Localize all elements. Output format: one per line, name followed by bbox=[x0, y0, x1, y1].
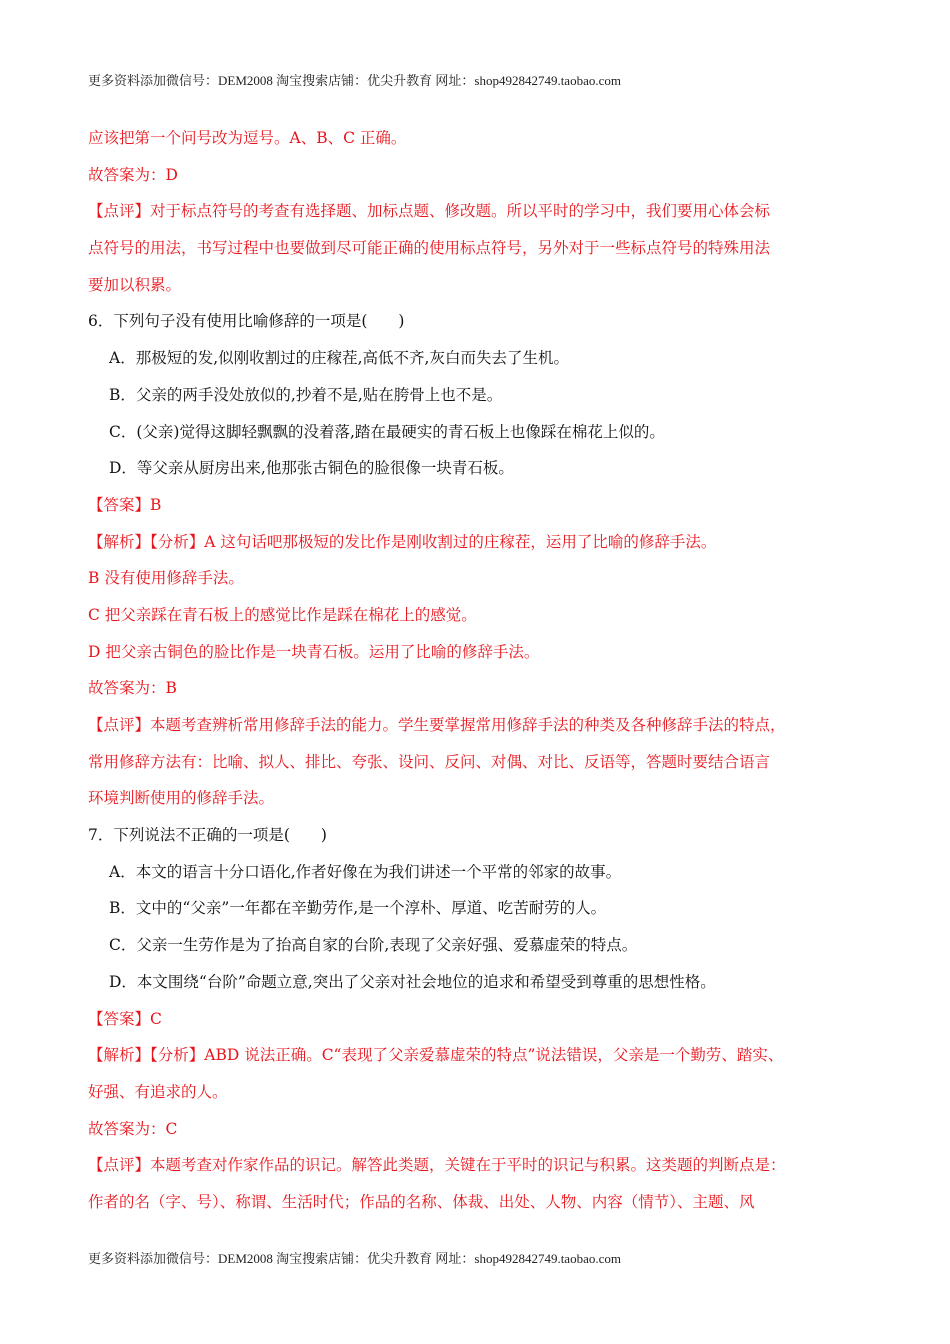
question-6-stem: 6．下列句子没有使用比喻修辞的一项是( ) bbox=[88, 312, 405, 331]
page-footer: 更多资料添加微信号：DEM2008 淘宝搜索店铺：优尖升教育 网址：shop492842749.taobao.com bbox=[88, 1251, 621, 1266]
analysis-line: 【解析】【分析】ABD 说法正确。C“表现了父亲爱慕虚荣的特点”说法错误，父亲是一个勤劳、踏实、 bbox=[88, 1046, 784, 1065]
question-7-option-b: B．文中的“父亲”一年都在辛勤劳作,是一个淳朴、厚道、吃苦耐劳的人。 bbox=[109, 899, 607, 918]
document-body bbox=[88, 120, 868, 1221]
comment-line: 环境判断使用的修辞手法。 bbox=[88, 789, 275, 808]
answer-label: 【答案】C bbox=[88, 1009, 162, 1028]
question-7-option-c: C．父亲一生劳作是为了抬高自家的台阶,表现了父亲好强、爱慕虚荣的特点。 bbox=[109, 936, 638, 955]
answer-label: 【答案】B bbox=[88, 495, 162, 514]
page-header: 更多资料添加微信号：DEM2008 淘宝搜索店铺：优尖升教育 网址：shop492842749.taobao.com bbox=[88, 73, 621, 88]
question-7-stem: 7．下列说法不正确的一项是( ) bbox=[88, 826, 327, 845]
text-line: 点符号的用法，书写过程中也要做到尽可能正确的使用标点符号，另外对于一些标点符号的特殊用法 bbox=[88, 239, 771, 258]
analysis-line: C 把父亲踩在青石板上的感觉比作是踩在棉花上的感觉。 bbox=[88, 605, 477, 624]
final-answer: 故答案为：C bbox=[88, 1119, 178, 1138]
comment-line: 【点评】本题考查辨析常用修辞手法的能力。学生要掌握常用修辞手法的种类及各种修辞手法的特点， bbox=[88, 716, 786, 734]
analysis-line: 【解析】【分析】A 这句话吧那极短的发比作是刚收割过的庄稼茬，运用了比喻的修辞手法。 bbox=[88, 532, 717, 551]
question-6-option-d: D．等父亲从厨房出来,他那张古铜色的脸很像一块青石板。 bbox=[109, 459, 514, 478]
text-line: 【点评】对于标点符号的考查有选择题、加标点题、修改题。所以平时的学习中，我们要用心体会标 bbox=[88, 202, 771, 221]
question-7-option-a: A．本文的语言十分口语化,作者好像在为我们讲述一个平常的邻家的故事。 bbox=[109, 862, 622, 881]
text-line: 应该把第一个问号改为逗号。A、B、C 正确。 bbox=[88, 129, 407, 147]
comment-line: 【点评】本题考查对作家作品的识记。解答此类题，关键在于平时的识记与积累。这类题的判断点是： bbox=[88, 1156, 786, 1175]
question-7-option-d: D．本文围绕“台阶”命题立意,突出了父亲对社会地位的追求和希望受到尊重的思想性格。 bbox=[109, 972, 716, 991]
question-6-option-c: C．(父亲)觉得这脚轻飘飘的没着落,踏在最硬实的青石板上也像踩在棉花上似的。 bbox=[109, 422, 665, 441]
question-6-option-a: A．那极短的发,似刚收割过的庄稼茬,高低不齐,灰白而失去了生机。 bbox=[109, 349, 569, 368]
question-6-option-b: B．父亲的两手没处放似的,抄着不是,贴在胯骨上也不是。 bbox=[109, 385, 503, 404]
text-line: 要加以积累。 bbox=[88, 275, 182, 294]
analysis-line: D 把父亲古铜色的脸比作是一块青石板。运用了比喻的修辞手法。 bbox=[88, 642, 540, 661]
comment-line: 常用修辞方法有：比喻、拟人、排比、夸张、设问、反问、对偶、对比、反语等，答题时要结合语言 bbox=[88, 752, 771, 771]
analysis-line: 好强、有追求的人。 bbox=[88, 1082, 228, 1101]
final-answer: 故答案为：B bbox=[88, 679, 177, 698]
analysis-line: B 没有使用修辞手法。 bbox=[88, 569, 244, 588]
comment-line: 作者的名（字、号）、称谓、生活时代；作品的名称、体裁、出处、人物、内容（情节）、主题、风 bbox=[88, 1192, 755, 1211]
text-line: 故答案为：D bbox=[88, 165, 178, 184]
